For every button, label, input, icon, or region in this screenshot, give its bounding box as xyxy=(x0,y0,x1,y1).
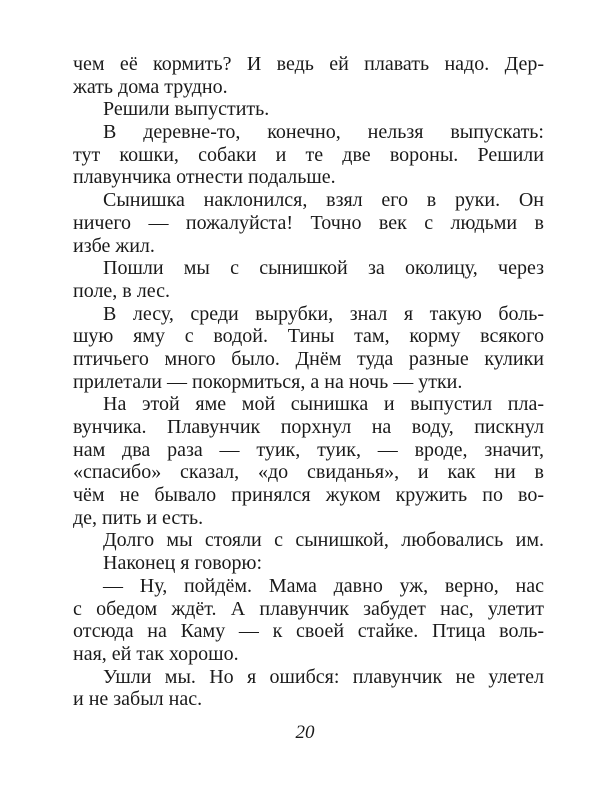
paragraph-start-line: Наконец я говорю: xyxy=(103,552,263,575)
paragraph-start-line: В деревне-то, конечно, нельзя выпускать: xyxy=(103,121,544,144)
page-number: 20 xyxy=(295,722,315,743)
text-line: ничего — пожалуйста! Точно век с людьми в xyxy=(73,211,544,234)
text-line: де, пить и есть. xyxy=(73,506,204,529)
text-line: поле, в лес. xyxy=(73,279,170,302)
paragraph-start-line: В лесу, среди вырубки, знал я такую боль- xyxy=(103,302,544,325)
text-line: прилетали — покормиться, а на ночь — утки. xyxy=(73,370,463,393)
book-page-text xyxy=(73,53,544,711)
text-line: жать дома трудно. xyxy=(73,75,228,98)
text-line: чём не бывало принялся жуком кружить по во- xyxy=(73,484,544,507)
text-line: и не забыл нас. xyxy=(73,688,203,711)
text-line: «спасибо» сказал, «до свиданья», и как ни в xyxy=(73,461,544,484)
text-line: шую яму с водой. Тины там, корму всякого xyxy=(73,325,544,348)
paragraph-start-line: Решили выпустить. xyxy=(103,98,270,121)
text-line: ная, ей так хорошо. xyxy=(73,642,239,665)
paragraph-start-line: Пошли мы с сынишкой за околицу, через xyxy=(103,257,544,280)
paragraph-start-line: На этой яме мой сынишка и выпустил пла- xyxy=(103,393,544,416)
text-line: плавунчика отнести подальше. xyxy=(73,166,336,189)
text-line: птичьего много было. Днём туда разные кулики xyxy=(73,347,544,370)
text-line: с обедом ждёт. А плавунчик забудет нас, улетит xyxy=(73,597,544,620)
text-line: вунчика. Плавунчик порхнул на воду, пискнул xyxy=(73,416,544,438)
text-line: тут кошки, собаки и те две вороны. Решили xyxy=(73,143,544,166)
text-line: отсюда на Каму — к своей стайке. Птица воль- xyxy=(73,620,544,643)
text-line: чем её кормить? И ведь ей плавать надо. Дер- xyxy=(73,53,544,75)
paragraph-start-line: Долго мы стояли с сынишкой, любовались им. xyxy=(103,529,544,552)
paragraph-start-line: Сынишка наклонился, взял его в руки. Он xyxy=(103,189,544,212)
paragraph-start-line: — Ну, пойдём. Мама давно уж, верно, нас xyxy=(103,574,544,597)
text-line: избе жил. xyxy=(73,234,155,257)
text-line: нам два раза — туик, туик, — вроде, значит, xyxy=(73,438,544,461)
paragraph-start-line: Ушли мы. Но я ошибся: плавунчик не улетел xyxy=(103,665,544,688)
